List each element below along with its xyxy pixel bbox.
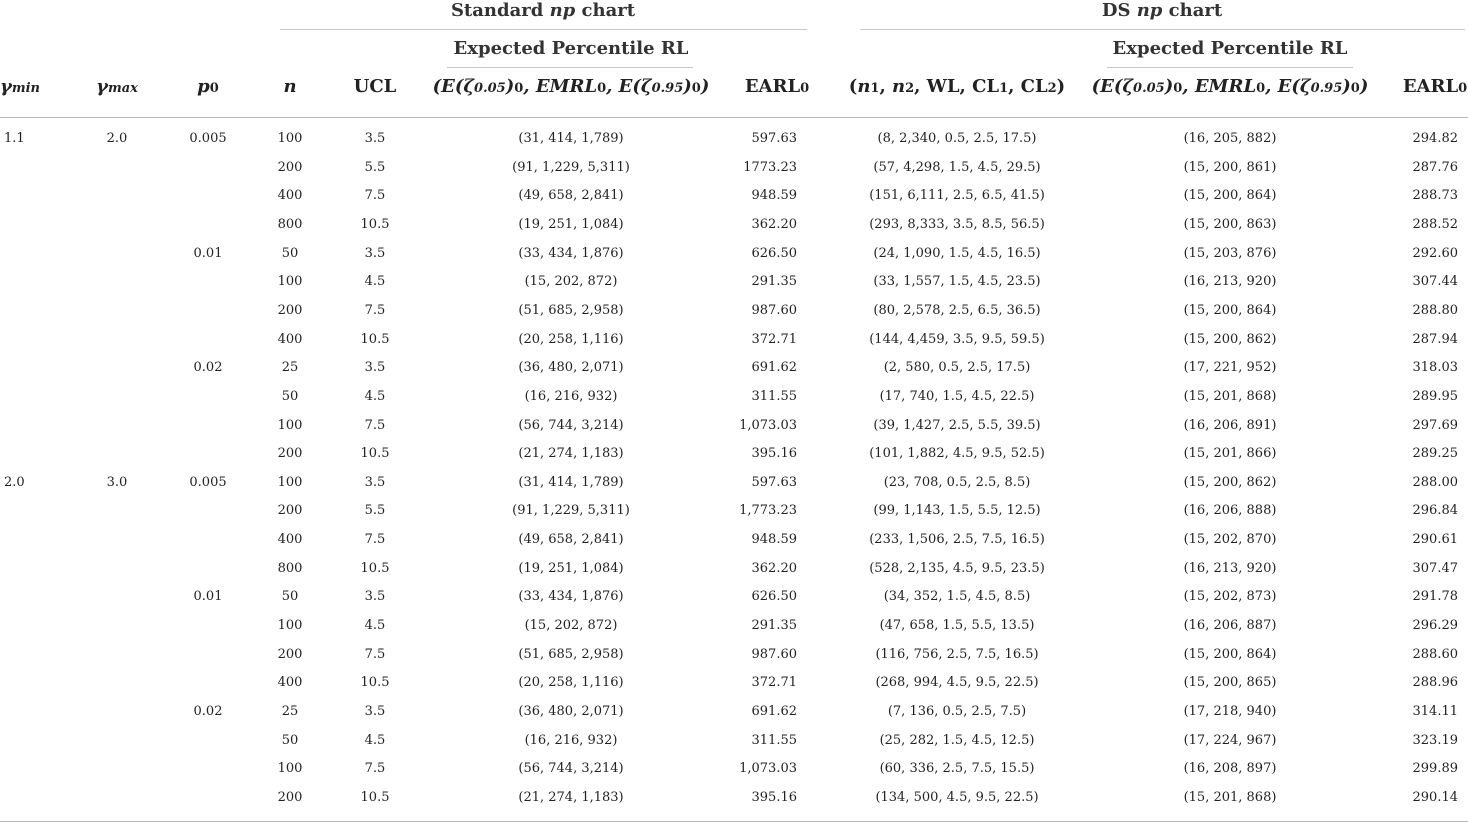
standard-earl-header: EARL0 [744, 76, 810, 97]
ds-params-cell: (151, 6,111, 2.5, 6.5, 41.5) [869, 188, 1045, 204]
ucl-cell: 7.5 [364, 646, 386, 662]
ds-params-cell: (2, 580, 0.5, 2.5, 17.5) [883, 360, 1031, 376]
p0-cell: 0.005 [189, 131, 227, 146]
ds-params-cell: (33, 1,557, 1.5, 4.5, 23.5) [873, 274, 1041, 290]
standard-earl-cell: 691.62 [751, 360, 797, 376]
ds-params-cell: (57, 4,298, 1.5, 4.5, 29.5) [873, 159, 1041, 175]
ds-params-cell: (293, 8,333, 3.5, 8.5, 56.5) [869, 216, 1045, 232]
ucl-cell: 3.5 [364, 704, 386, 719]
standard-earl-cell: 1773.23 [743, 159, 797, 175]
ds-percentile-cell: (16, 213, 920) [1183, 274, 1277, 290]
standard-percentile-cell: (19, 251, 1,084) [518, 560, 624, 576]
standard-percentile-cell: (56, 744, 3,214) [518, 761, 624, 777]
ds-percentile-cell: (16, 206, 891) [1183, 417, 1277, 433]
standard-percentile-cell: (91, 1,229, 5,311) [512, 503, 630, 519]
n-cell: 100 [277, 761, 303, 777]
table-bottom-rule [0, 821, 1468, 822]
standard-earl-cell: 362.20 [751, 560, 797, 576]
n-cell: 200 [277, 789, 303, 805]
ds-percentile-cell: (17, 221, 952) [1183, 360, 1277, 376]
ds-params-cell: (17, 740, 1.5, 4.5, 22.5) [879, 388, 1035, 404]
ucl-cell: 5.5 [364, 503, 386, 519]
standard-earl-cell: 987.60 [751, 302, 797, 318]
ds-percentile-cell: (15, 201, 868) [1183, 388, 1277, 404]
ds-percentile-rule [1107, 67, 1353, 68]
ds-earl-cell: 296.29 [1412, 618, 1458, 634]
ucl-cell: 3.5 [364, 474, 386, 490]
standard-earl-cell: 291.35 [751, 618, 797, 634]
ds-params-cell: (24, 1,090, 1.5, 4.5, 16.5) [873, 245, 1041, 261]
standard-earl-cell: 372.71 [751, 331, 797, 347]
n-cell: 50 [281, 589, 299, 605]
ucl-cell: 10.5 [360, 560, 390, 576]
ds-earl-cell: 291.78 [1412, 589, 1458, 605]
ds-percentile-cell: (15, 200, 863) [1183, 216, 1277, 232]
ds-percentile-cell: (15, 201, 866) [1183, 446, 1277, 462]
standard-percentile-cell: (31, 414, 1,789) [518, 474, 624, 490]
standard-earl-cell: 291.35 [751, 274, 797, 290]
standard-earl-cell: 372.71 [751, 675, 797, 691]
ds-percentile-cell: (15, 200, 862) [1183, 331, 1277, 347]
standard-earl-cell: 395.16 [751, 789, 797, 805]
ucl-cell: 10.5 [360, 216, 390, 232]
ds-percentile-cell: (16, 206, 888) [1183, 503, 1277, 519]
standard-earl-cell: 362.20 [751, 216, 797, 232]
ds-params-cell: (7, 136, 0.5, 2.5, 7.5) [887, 704, 1027, 719]
ds-earl-cell: 288.96 [1412, 675, 1458, 691]
ds-percentile-cell: (15, 200, 864) [1183, 188, 1277, 204]
p0-cell: 0.005 [189, 474, 227, 490]
standard-percentile-cell: (20, 258, 1,116) [518, 675, 624, 691]
n-cell: 200 [277, 503, 303, 519]
standard-earl-cell: 987.60 [751, 646, 797, 662]
ds-earl-cell: 318.03 [1412, 360, 1458, 376]
standard-chart-header: Standard np chart [450, 0, 636, 21]
standard-percentile-header: Expected Percentile RL [453, 38, 689, 59]
ds-group-rule [860, 29, 1465, 30]
ucl-cell: 7.5 [364, 532, 386, 548]
ds-params-cell: (60, 336, 2.5, 7.5, 15.5) [879, 761, 1035, 777]
standard-percentile-cell: (16, 216, 932) [524, 388, 618, 404]
ds-percentile-cell: (15, 200, 864) [1183, 302, 1277, 318]
standard-earl-cell: 311.55 [751, 388, 797, 404]
standard-percentile-cell: (16, 216, 932) [524, 732, 618, 748]
standard-percentile-column-header: (E(ζ0.05)0, EMRL0, E(ζ0.95)0) [432, 76, 710, 97]
standard-percentile-cell: (21, 274, 1,183) [518, 446, 624, 462]
ds-percentile-cell: (17, 218, 940) [1183, 704, 1277, 719]
ds-params-cell: (116, 756, 2.5, 7.5, 16.5) [875, 646, 1039, 662]
ds-params-cell: (25, 282, 1.5, 4.5, 12.5) [879, 732, 1035, 748]
ds-percentile-cell: (16, 206, 887) [1183, 618, 1277, 634]
ds-params-cell: (80, 2,578, 2.5, 6.5, 36.5) [873, 302, 1041, 318]
ds-percentile-header: Expected Percentile RL [1112, 38, 1348, 59]
ucl-cell: 3.5 [364, 131, 386, 146]
standard-earl-cell: 597.63 [751, 474, 797, 490]
standard-earl-cell: 691.62 [751, 704, 797, 719]
standard-percentile-cell: (56, 744, 3,214) [518, 417, 624, 433]
ds-params-cell: (144, 4,459, 3.5, 9.5, 59.5) [869, 331, 1045, 347]
gamma-min-cell: 2.0 [4, 474, 25, 490]
n-cell: 400 [277, 532, 303, 548]
standard-percentile-cell: (20, 258, 1,116) [518, 331, 624, 347]
ucl-cell: 7.5 [364, 302, 386, 318]
ds-earl-cell: 292.60 [1412, 245, 1458, 261]
ds-earl-cell: 307.47 [1412, 560, 1458, 576]
n-cell: 200 [277, 646, 303, 662]
n-cell: 400 [277, 675, 303, 691]
ds-params-header: (n1, n2, WL, CL1, CL2) [848, 76, 1066, 97]
p0-header: p0 [197, 76, 219, 97]
ds-params-cell: (34, 352, 1.5, 4.5, 8.5) [883, 589, 1031, 605]
standard-earl-cell: 1,073.03 [739, 761, 797, 777]
n-cell: 800 [277, 560, 303, 576]
n-cell: 200 [277, 446, 303, 462]
ucl-cell: 5.5 [364, 159, 386, 175]
ds-percentile-cell: (15, 200, 862) [1183, 474, 1277, 490]
n-cell: 100 [277, 274, 303, 290]
standard-earl-cell: 597.63 [751, 131, 797, 146]
ds-earl-cell: 314.11 [1412, 704, 1458, 719]
ds-earl-cell: 287.76 [1412, 159, 1458, 175]
standard-percentile-cell: (36, 480, 2,071) [518, 360, 624, 376]
standard-earl-cell: 626.50 [751, 245, 797, 261]
ds-earl-cell: 297.69 [1412, 417, 1458, 433]
p0-cell: 0.01 [193, 245, 223, 261]
standard-percentile-rule [447, 67, 693, 68]
standard-earl-cell: 626.50 [751, 589, 797, 605]
ds-earl-cell: 288.52 [1412, 216, 1458, 232]
standard-percentile-cell: (36, 480, 2,071) [518, 704, 624, 719]
n-cell: 400 [277, 188, 303, 204]
header-bottom-rule [0, 117, 1468, 118]
ds-params-cell: (39, 1,427, 2.5, 5.5, 39.5) [873, 417, 1041, 433]
ds-percentile-column-header: (E(ζ0.05)0, EMRL0, E(ζ0.95)0) [1091, 76, 1369, 97]
ucl-cell: 4.5 [364, 732, 386, 748]
p0-cell: 0.01 [193, 589, 223, 605]
standard-earl-cell: 948.59 [751, 188, 797, 204]
ds-earl-cell: 287.94 [1412, 331, 1458, 347]
ds-params-cell: (101, 1,882, 4.5, 9.5, 52.5) [869, 446, 1045, 462]
n-cell: 50 [281, 732, 299, 748]
n-cell: 400 [277, 331, 303, 347]
ds-earl-cell: 299.89 [1412, 761, 1458, 777]
ds-percentile-cell: (15, 200, 861) [1183, 159, 1277, 175]
n-cell: 200 [277, 302, 303, 318]
ds-params-cell: (47, 658, 1.5, 5.5, 13.5) [879, 618, 1035, 634]
ucl-cell: 10.5 [360, 675, 390, 691]
ds-percentile-cell: (16, 205, 882) [1183, 131, 1277, 146]
gamma-max-cell: 3.0 [106, 474, 128, 490]
ds-earl-cell: 294.82 [1412, 131, 1458, 146]
n-cell: 25 [281, 704, 299, 719]
ds-percentile-cell: (15, 202, 873) [1183, 589, 1277, 605]
standard-group-rule [280, 29, 807, 30]
standard-percentile-cell: (15, 202, 872) [524, 274, 618, 290]
ds-earl-cell: 323.19 [1412, 732, 1458, 748]
ucl-cell: 3.5 [364, 245, 386, 261]
standard-earl-cell: 1,773.23 [739, 503, 797, 519]
p0-cell: 0.02 [193, 704, 223, 719]
standard-percentile-cell: (51, 685, 2,958) [518, 646, 624, 662]
n-cell: 50 [281, 388, 299, 404]
ucl-cell: 10.5 [360, 789, 390, 805]
ucl-cell: 4.5 [364, 274, 386, 290]
ds-percentile-cell: (15, 200, 865) [1183, 675, 1277, 691]
ds-earl-cell: 288.73 [1412, 188, 1458, 204]
gamma-max-header: γmax [96, 76, 138, 97]
standard-percentile-cell: (49, 658, 2,841) [518, 188, 624, 204]
ds-params-cell: (23, 708, 0.5, 2.5, 8.5) [883, 474, 1031, 490]
ucl-cell: 10.5 [360, 446, 390, 462]
ds-earl-cell: 289.25 [1412, 446, 1458, 462]
standard-earl-cell: 311.55 [751, 732, 797, 748]
n-cell: 100 [277, 474, 303, 490]
n-cell: 100 [277, 618, 303, 634]
standard-percentile-cell: (49, 658, 2,841) [518, 532, 624, 548]
gamma-max-cell: 2.0 [106, 131, 128, 146]
ucl-cell: 7.5 [364, 761, 386, 777]
ds-earl-cell: 296.84 [1412, 503, 1458, 519]
gamma-min-header: γmin [0, 76, 41, 97]
standard-percentile-cell: (19, 251, 1,084) [518, 216, 624, 232]
ds-earl-cell: 289.95 [1412, 388, 1458, 404]
ds-percentile-cell: (15, 203, 876) [1183, 245, 1277, 261]
standard-percentile-cell: (51, 685, 2,958) [518, 302, 624, 318]
ucl-cell: 7.5 [364, 417, 386, 433]
ds-earl-header: EARL0 [1402, 76, 1468, 97]
ds-percentile-cell: (15, 200, 864) [1183, 646, 1277, 662]
ds-earl-cell: 290.14 [1412, 789, 1458, 805]
ucl-cell: 10.5 [360, 331, 390, 347]
ds-chart-header: DS np chart [1101, 0, 1223, 21]
standard-percentile-cell: (31, 414, 1,789) [518, 131, 624, 146]
ds-percentile-cell: (16, 213, 920) [1183, 560, 1277, 576]
ucl-cell: 3.5 [364, 360, 386, 376]
ds-percentile-cell: (15, 201, 868) [1183, 789, 1277, 805]
ucl-header: UCL [353, 76, 397, 97]
n-cell: 25 [281, 360, 299, 376]
n-header: n [283, 76, 297, 97]
ucl-cell: 4.5 [364, 388, 386, 404]
ds-percentile-cell: (16, 208, 897) [1183, 761, 1277, 777]
n-cell: 800 [277, 216, 303, 232]
standard-percentile-cell: (91, 1,229, 5,311) [512, 159, 630, 175]
standard-earl-cell: 1,073.03 [739, 417, 797, 433]
ds-earl-cell: 288.60 [1412, 646, 1458, 662]
n-cell: 200 [277, 159, 303, 175]
ds-percentile-cell: (17, 224, 967) [1183, 732, 1277, 748]
ds-params-cell: (134, 500, 4.5, 9.5, 22.5) [875, 789, 1039, 805]
ucl-cell: 3.5 [364, 589, 386, 605]
standard-percentile-cell: (33, 434, 1,876) [518, 589, 624, 605]
standard-earl-cell: 395.16 [751, 446, 797, 462]
ucl-cell: 4.5 [364, 618, 386, 634]
ds-params-cell: (268, 994, 4.5, 9.5, 22.5) [875, 675, 1039, 691]
standard-percentile-cell: (21, 274, 1,183) [518, 789, 624, 805]
ds-earl-cell: 290.61 [1412, 532, 1458, 548]
ds-earl-cell: 288.80 [1412, 302, 1458, 318]
ds-percentile-cell: (15, 202, 870) [1183, 532, 1277, 548]
standard-earl-cell: 948.59 [751, 532, 797, 548]
ucl-cell: 7.5 [364, 188, 386, 204]
n-cell: 50 [281, 245, 299, 261]
standard-percentile-cell: (33, 434, 1,876) [518, 245, 624, 261]
p0-cell: 0.02 [193, 360, 223, 376]
ds-earl-cell: 288.00 [1412, 474, 1458, 490]
gamma-min-cell: 1.1 [4, 131, 25, 146]
ds-params-cell: (8, 2,340, 0.5, 2.5, 17.5) [877, 131, 1037, 146]
n-cell: 100 [277, 131, 303, 146]
ds-earl-cell: 307.44 [1412, 274, 1458, 290]
ds-params-cell: (99, 1,143, 1.5, 5.5, 12.5) [873, 503, 1041, 519]
ds-params-cell: (233, 1,506, 2.5, 7.5, 16.5) [869, 532, 1045, 548]
ds-params-cell: (528, 2,135, 4.5, 9.5, 23.5) [869, 560, 1045, 576]
n-cell: 100 [277, 417, 303, 433]
standard-percentile-cell: (15, 202, 872) [524, 618, 618, 634]
